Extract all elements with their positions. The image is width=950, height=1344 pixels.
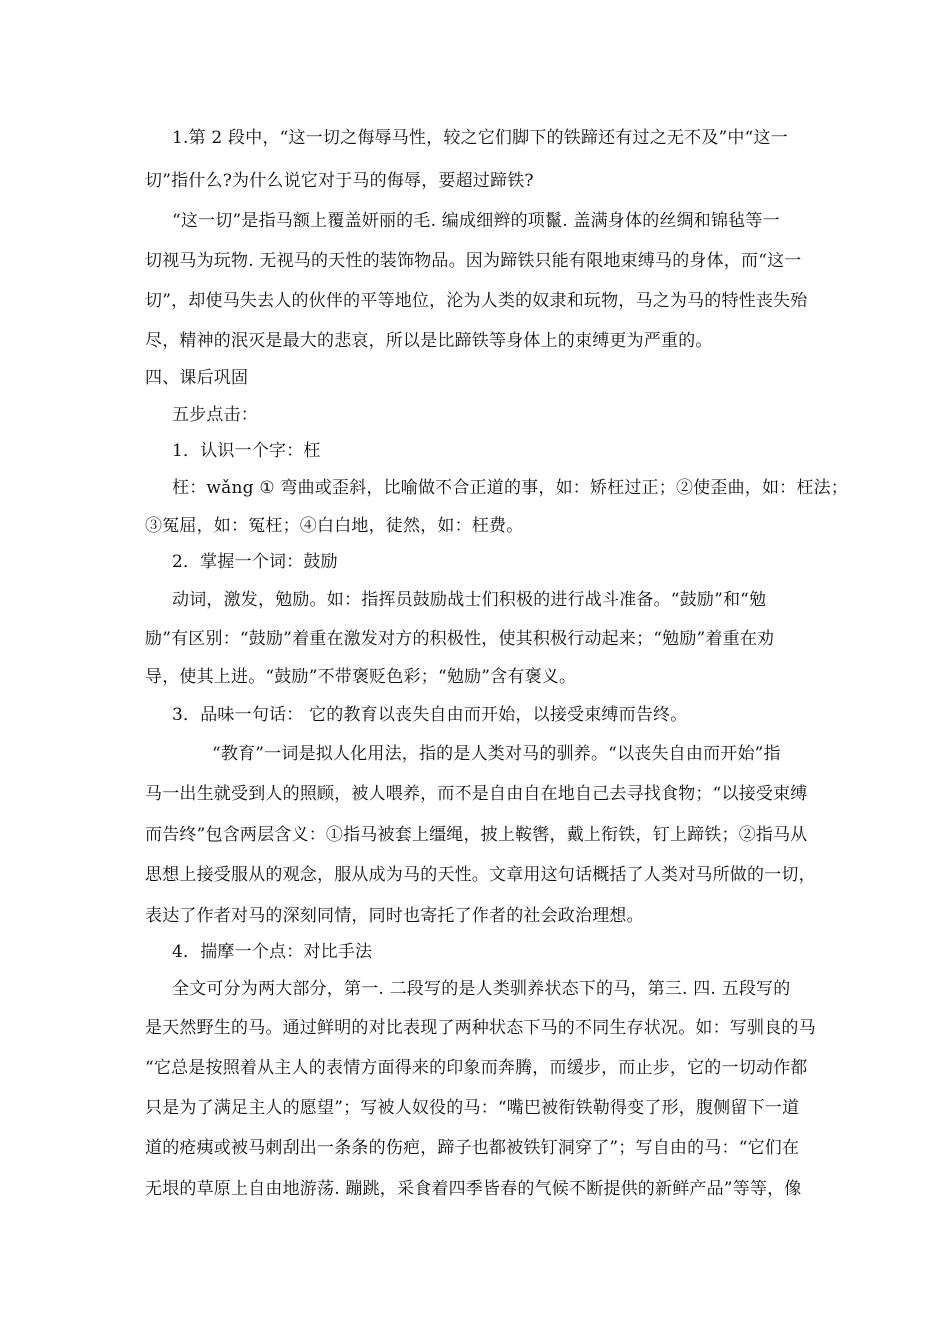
list-item-heading: 4．揣摩一个点：对比手法	[172, 942, 373, 962]
text-line: 枉：wǎng ① 弯曲或歪斜，比喻做不合正道的事，如：矫枉过正；②使歪曲，如：枉法；	[172, 478, 848, 498]
text-line: 导，使其上进。“鼓励”不带褒贬色彩；“勉励”含有褒义。	[145, 667, 577, 687]
text-line: 五步点击：	[172, 405, 258, 425]
text-line: 而告终”包含两层含义：①指马被套上缰绳，披上鞍辔，戴上衔铁，钉上蹄铁；②指马从	[145, 825, 808, 845]
text-line: 切视马为玩物. 无视马的天性的装饰物品。因为蹄铁只能有限地束缚马的身体，而“这一	[145, 251, 802, 271]
text-line: 1.第 2 段中，“这一切之侮辱马性，较之它们脚下的铁蹄还有过之无不及”中“这一	[172, 128, 788, 148]
text-line: 只是为了满足主人的愿望”；写被人奴役的马：“嘴巴被衔铁勒得变了形，腹侧留下一道	[145, 1098, 800, 1118]
list-item-heading: 1．认识一个字：枉	[172, 441, 321, 461]
text-line: 是天然野生的马。通过鲜明的对比表现了两种状态下马的不同生存状况。如：写驯良的马	[145, 1018, 816, 1038]
list-item-heading: 2．掌握一个词：鼓励	[172, 552, 338, 572]
text-line: 动词，激发，勉励。如：指挥员鼓励战士们积极的进行战斗准备。“鼓励”和“勉	[172, 590, 767, 610]
text-line: “教育”一词是拟人化用法，指的是人类对马的驯养。“以丧失自由而开始”指	[212, 744, 781, 764]
list-item-heading: 3．品味一句话： 它的教育以丧失自由而开始，以接受束缚而告终。	[172, 705, 688, 725]
text-line: 全文可分为两大部分，第一. 二段写的是人类驯养状态下的马，第三. 四. 五段写的	[172, 979, 791, 999]
text-line: 无垠的草原上自由地游荡. 蹦跳，采食着四季皆春的气候不断提供的新鲜产品”等等，像	[145, 1179, 802, 1199]
text-line: 切”指什么?为什么说它对于马的侮辱，要超过蹄铁?	[145, 171, 534, 191]
text-line: 尽，精神的泯灭是最大的悲哀，所以是比蹄铁等身体上的束缚更为严重的。	[145, 331, 713, 351]
text-line: 道的疮痍或被马刺刮出一条条的伤疤，蹄子也都被铁钉洞穿了”；写自由的马：“它们在	[145, 1138, 800, 1158]
text-line: 切”，却使马失去人的伙伴的平等地位，沦为人类的奴隶和玩物，马之为马的特性丧失殆	[145, 291, 808, 311]
text-line: 思想上接受服从的观念，服从成为马的天性。文章用这句话概括了人类对马所做的一切，	[145, 865, 816, 885]
text-line: 励”有区别：“鼓励”着重在激发对方的积极性，使其积极行动起来；“勉励”着重在劝	[145, 629, 775, 649]
text-line: ③冤屈，如：冤枉；④白白地，徒然，如：枉费。	[145, 516, 524, 536]
text-line: 表达了作者对马的深刻同情，同时也寄托了作者的社会政治理想。	[145, 906, 644, 926]
section-heading: 四、课后巩固	[145, 368, 249, 388]
text-line: “这一切”是指马额上覆盖妍丽的毛. 编成细辫的项鬣. 盖满身体的丝绸和锦毡等一	[172, 211, 780, 231]
text-line: 马一出生就受到人的照顾，被人喂养，而不是自由自在地自己去寻找食物；“以接受束缚	[145, 784, 808, 804]
text-line: “它总是按照着从主人的表情方面得来的印象而奔腾，而缓步，而止步，它的一切动作都	[145, 1058, 808, 1078]
